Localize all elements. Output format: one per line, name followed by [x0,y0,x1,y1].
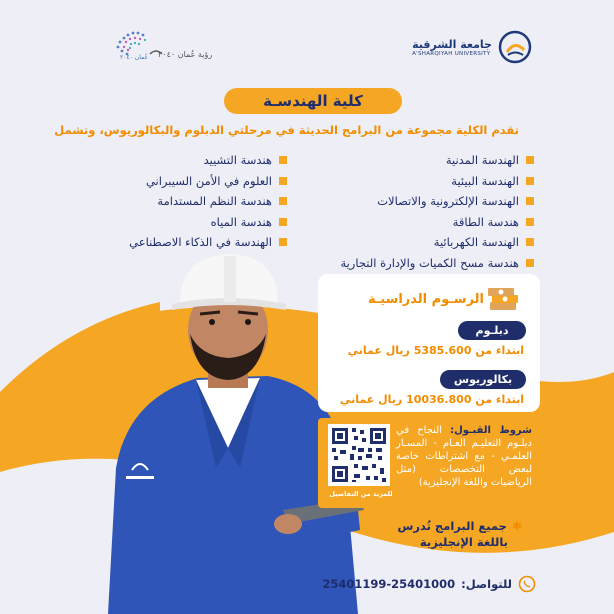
bullet-icon [526,218,534,226]
bullet-icon [526,259,534,267]
program-label: الهندسة في الذكاء الاصطناعي [129,235,272,250]
bullet-icon [526,156,534,164]
program-label: العلوم في الأمن السيبراني [145,173,272,188]
university-emblem-icon [498,30,532,64]
asterisk-icon: ✱ [511,519,522,533]
bullet-icon [526,197,534,205]
list-item [129,150,287,171]
bullet-icon [279,197,287,205]
bullet-icon [279,238,287,246]
program-label: هندسة المياه [210,214,272,229]
bullet-icon [279,156,287,164]
university-name-ar: جامعة الشرقية [412,37,492,51]
university-name-en: A'SHARQIYAH UNIVERSITY [412,50,491,57]
qr-code-icon[interactable] [328,424,390,486]
bullet-icon [279,177,287,185]
bachelor-fee: ابتداء من 10036.800 ريال عماني [339,393,524,406]
oman-2040-label: عُمان ٢٠٤٠ [120,54,149,61]
program-label: هندسة التشييد [203,153,272,168]
bachelor-label: بكالوريوس [440,370,526,389]
list-item [129,171,287,192]
admission-details: النجاح في دبلـوم التعليـم العـام - المسـار العلمـي - مع اشتراطات خاصة لبعض التخصصات (مثل الرياضيات واللغة الإنجليزية) [396,425,532,488]
list-item [129,212,287,233]
program-list-left [129,150,287,253]
bullet-icon [526,238,534,246]
language-note [397,518,522,550]
diploma-fee: ابتداء من 5385.600 ريال عماني [347,344,524,357]
admission-box [318,418,540,508]
diploma-label: دبلـوم [458,321,526,340]
list-item [340,150,534,171]
list-item [129,191,287,212]
program-label: هندسة مسح الكميات والإدارة التجارية [340,255,519,270]
university-logo [412,30,532,64]
fees-card [318,274,540,412]
list-item [340,212,534,233]
program-label: الهندسة البيئية [451,173,519,188]
money-stack-icon [486,284,520,314]
vision-label: رؤية عُمان ٢٠٤٠ [158,50,213,59]
admission-label: شروط القبـول: [450,425,532,436]
contact-number[interactable]: 25401199-25401000 [322,577,456,591]
list-item [340,191,534,212]
note-line-1: جميع البرامج تُدرس [397,519,507,533]
page-title: كلية الهندسـة [224,88,402,114]
program-label: هندسة الطاقة [452,214,519,229]
program-label: الهندسة الكهربائية [433,235,519,250]
bullet-icon [526,177,534,185]
note-line-2: باللغة الإنجليزية [419,535,508,549]
oman-vision-logo-icon [100,20,213,70]
contact-label: للتواصل: [461,577,512,591]
fees-title: الرسـوم الدراسيـة [367,292,484,307]
qr-caption: للمزيد من التفاصيل [329,490,393,498]
list-item [340,171,534,192]
program-label: الهندسة الإلكترونية والاتصالات [377,194,519,209]
program-label: الهندسة المدنية [445,153,519,168]
admission-text [396,424,532,489]
whatsapp-phone-icon [518,575,536,593]
intro-text: تقدم الكلية مجموعة من البرامج الحديثة في مرحلتي الدبلوم والبكالوريوس، وتشمل [54,123,519,137]
contact-row [322,575,536,593]
program-label: هندسة النظم المستدامة [157,194,272,209]
bullet-icon [279,218,287,226]
